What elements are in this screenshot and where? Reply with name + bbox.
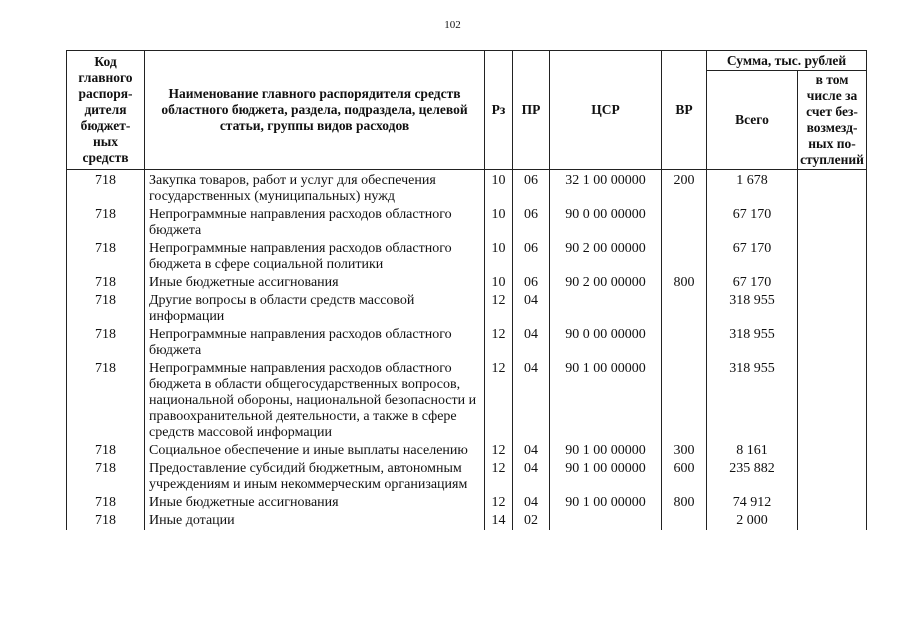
table-row [67, 512, 867, 530]
cell-code: 718 [67, 494, 145, 512]
cell-code: 718 [67, 240, 145, 274]
cell-vr: 800 [662, 274, 707, 292]
table-row [67, 240, 867, 274]
cell-csr: 32 1 00 00000 [550, 170, 662, 207]
cell-rz: 14 [485, 512, 513, 530]
cell-csr: 90 0 00 00000 [550, 326, 662, 360]
table-row [67, 360, 867, 442]
table-row [67, 274, 867, 292]
cell-code: 718 [67, 292, 145, 326]
cell-name: Непрограммные направления расходов областного бюджета в области общегосударственных вопросов, национальной обороны, национальной безопасности и правоохранительной деятельности, а также в сфере средств массовой информации [145, 360, 485, 442]
cell-vr [662, 512, 707, 530]
cell-rz: 12 [485, 360, 513, 442]
header-total: Всего [707, 71, 798, 170]
cell-name: Социальное обеспечение и иные выплаты населению [145, 442, 485, 460]
cell-code: 718 [67, 460, 145, 494]
header-code: Код главного распоря-дителя бюджет-ных средств [67, 51, 145, 170]
cell-code: 718 [67, 442, 145, 460]
cell-rz: 10 [485, 206, 513, 240]
cell-name: Предоставление субсидий бюджетным, автономным учреждениям и иным некоммерческим организациям [145, 460, 485, 494]
cell-vr: 300 [662, 442, 707, 460]
cell-total: 67 170 [707, 240, 798, 274]
header-name: Наименование главного распорядителя средств областного бюджета, раздела, подраздела, целевой статьи, группы видов расходов [145, 51, 485, 170]
cell-name: Непрограммные направления расходов областного бюджета [145, 206, 485, 240]
cell-pr: 06 [513, 170, 550, 207]
header-rz: Рз [485, 51, 513, 170]
cell-name: Иные дотации [145, 512, 485, 530]
cell-free [798, 206, 867, 240]
cell-total: 318 955 [707, 292, 798, 326]
header-vr: ВР [662, 51, 707, 170]
cell-vr [662, 360, 707, 442]
cell-code: 718 [67, 206, 145, 240]
cell-name: Иные бюджетные ассигнования [145, 274, 485, 292]
cell-csr: 90 1 00 00000 [550, 360, 662, 442]
cell-code: 718 [67, 326, 145, 360]
cell-pr: 04 [513, 460, 550, 494]
table-row [67, 292, 867, 326]
cell-vr: 800 [662, 494, 707, 512]
cell-free [798, 442, 867, 460]
cell-total: 67 170 [707, 274, 798, 292]
cell-csr [550, 512, 662, 530]
header-pr: ПР [513, 51, 550, 170]
cell-total: 8 161 [707, 442, 798, 460]
cell-vr: 200 [662, 170, 707, 207]
cell-rz: 12 [485, 292, 513, 326]
table-row [67, 170, 867, 207]
cell-free [798, 292, 867, 326]
cell-name: Непрограммные направления расходов областного бюджета в сфере социальной политики [145, 240, 485, 274]
cell-vr [662, 240, 707, 274]
page-number: 102 [444, 19, 461, 31]
table-header [67, 51, 867, 170]
cell-csr: 90 1 00 00000 [550, 494, 662, 512]
cell-csr [550, 292, 662, 326]
cell-vr [662, 326, 707, 360]
cell-total: 235 882 [707, 460, 798, 494]
cell-free [798, 360, 867, 442]
cell-rz: 10 [485, 240, 513, 274]
cell-name: Иные бюджетные ассигнования [145, 494, 485, 512]
cell-pr: 02 [513, 512, 550, 530]
cell-name: Закупка товаров, работ и услуг для обеспечения государственных (муниципальных) нужд [145, 170, 485, 207]
cell-code: 718 [67, 512, 145, 530]
cell-free [798, 326, 867, 360]
cell-pr: 04 [513, 326, 550, 360]
cell-free [798, 170, 867, 207]
cell-pr: 06 [513, 206, 550, 240]
table-body [67, 170, 867, 531]
cell-pr: 06 [513, 240, 550, 274]
cell-csr: 90 2 00 00000 [550, 274, 662, 292]
cell-free [798, 240, 867, 274]
cell-free [798, 274, 867, 292]
cell-rz: 10 [485, 274, 513, 292]
cell-free [798, 460, 867, 494]
cell-csr: 90 1 00 00000 [550, 442, 662, 460]
cell-total: 67 170 [707, 206, 798, 240]
cell-free [798, 512, 867, 530]
cell-total: 318 955 [707, 360, 798, 442]
table-row [67, 460, 867, 494]
cell-pr: 06 [513, 274, 550, 292]
cell-rz: 12 [485, 442, 513, 460]
cell-pr: 04 [513, 360, 550, 442]
cell-code: 718 [67, 360, 145, 442]
cell-total: 1 678 [707, 170, 798, 207]
cell-rz: 12 [485, 460, 513, 494]
header-csr: ЦСР [550, 51, 662, 170]
cell-total: 2 000 [707, 512, 798, 530]
cell-rz: 12 [485, 326, 513, 360]
cell-csr: 90 1 00 00000 [550, 460, 662, 494]
cell-code: 718 [67, 170, 145, 207]
table-row [67, 326, 867, 360]
table-row [67, 206, 867, 240]
cell-name: Непрограммные направления расходов областного бюджета [145, 326, 485, 360]
cell-vr [662, 206, 707, 240]
cell-rz: 12 [485, 494, 513, 512]
cell-pr: 04 [513, 292, 550, 326]
cell-pr: 04 [513, 442, 550, 460]
cell-vr: 600 [662, 460, 707, 494]
cell-rz: 10 [485, 170, 513, 207]
header-free: в том числе за счет без-возмезд-ных по-ступлений [798, 71, 867, 170]
cell-free [798, 494, 867, 512]
cell-total: 74 912 [707, 494, 798, 512]
cell-code: 718 [67, 274, 145, 292]
cell-name: Другие вопросы в области средств массовой информации [145, 292, 485, 326]
cell-pr: 04 [513, 494, 550, 512]
cell-csr: 90 2 00 00000 [550, 240, 662, 274]
cell-vr [662, 292, 707, 326]
table-row [67, 442, 867, 460]
header-sum: Сумма, тыс. рублей [707, 51, 867, 71]
budget-table [66, 50, 867, 530]
cell-csr: 90 0 00 00000 [550, 206, 662, 240]
cell-total: 318 955 [707, 326, 798, 360]
table-row [67, 494, 867, 512]
